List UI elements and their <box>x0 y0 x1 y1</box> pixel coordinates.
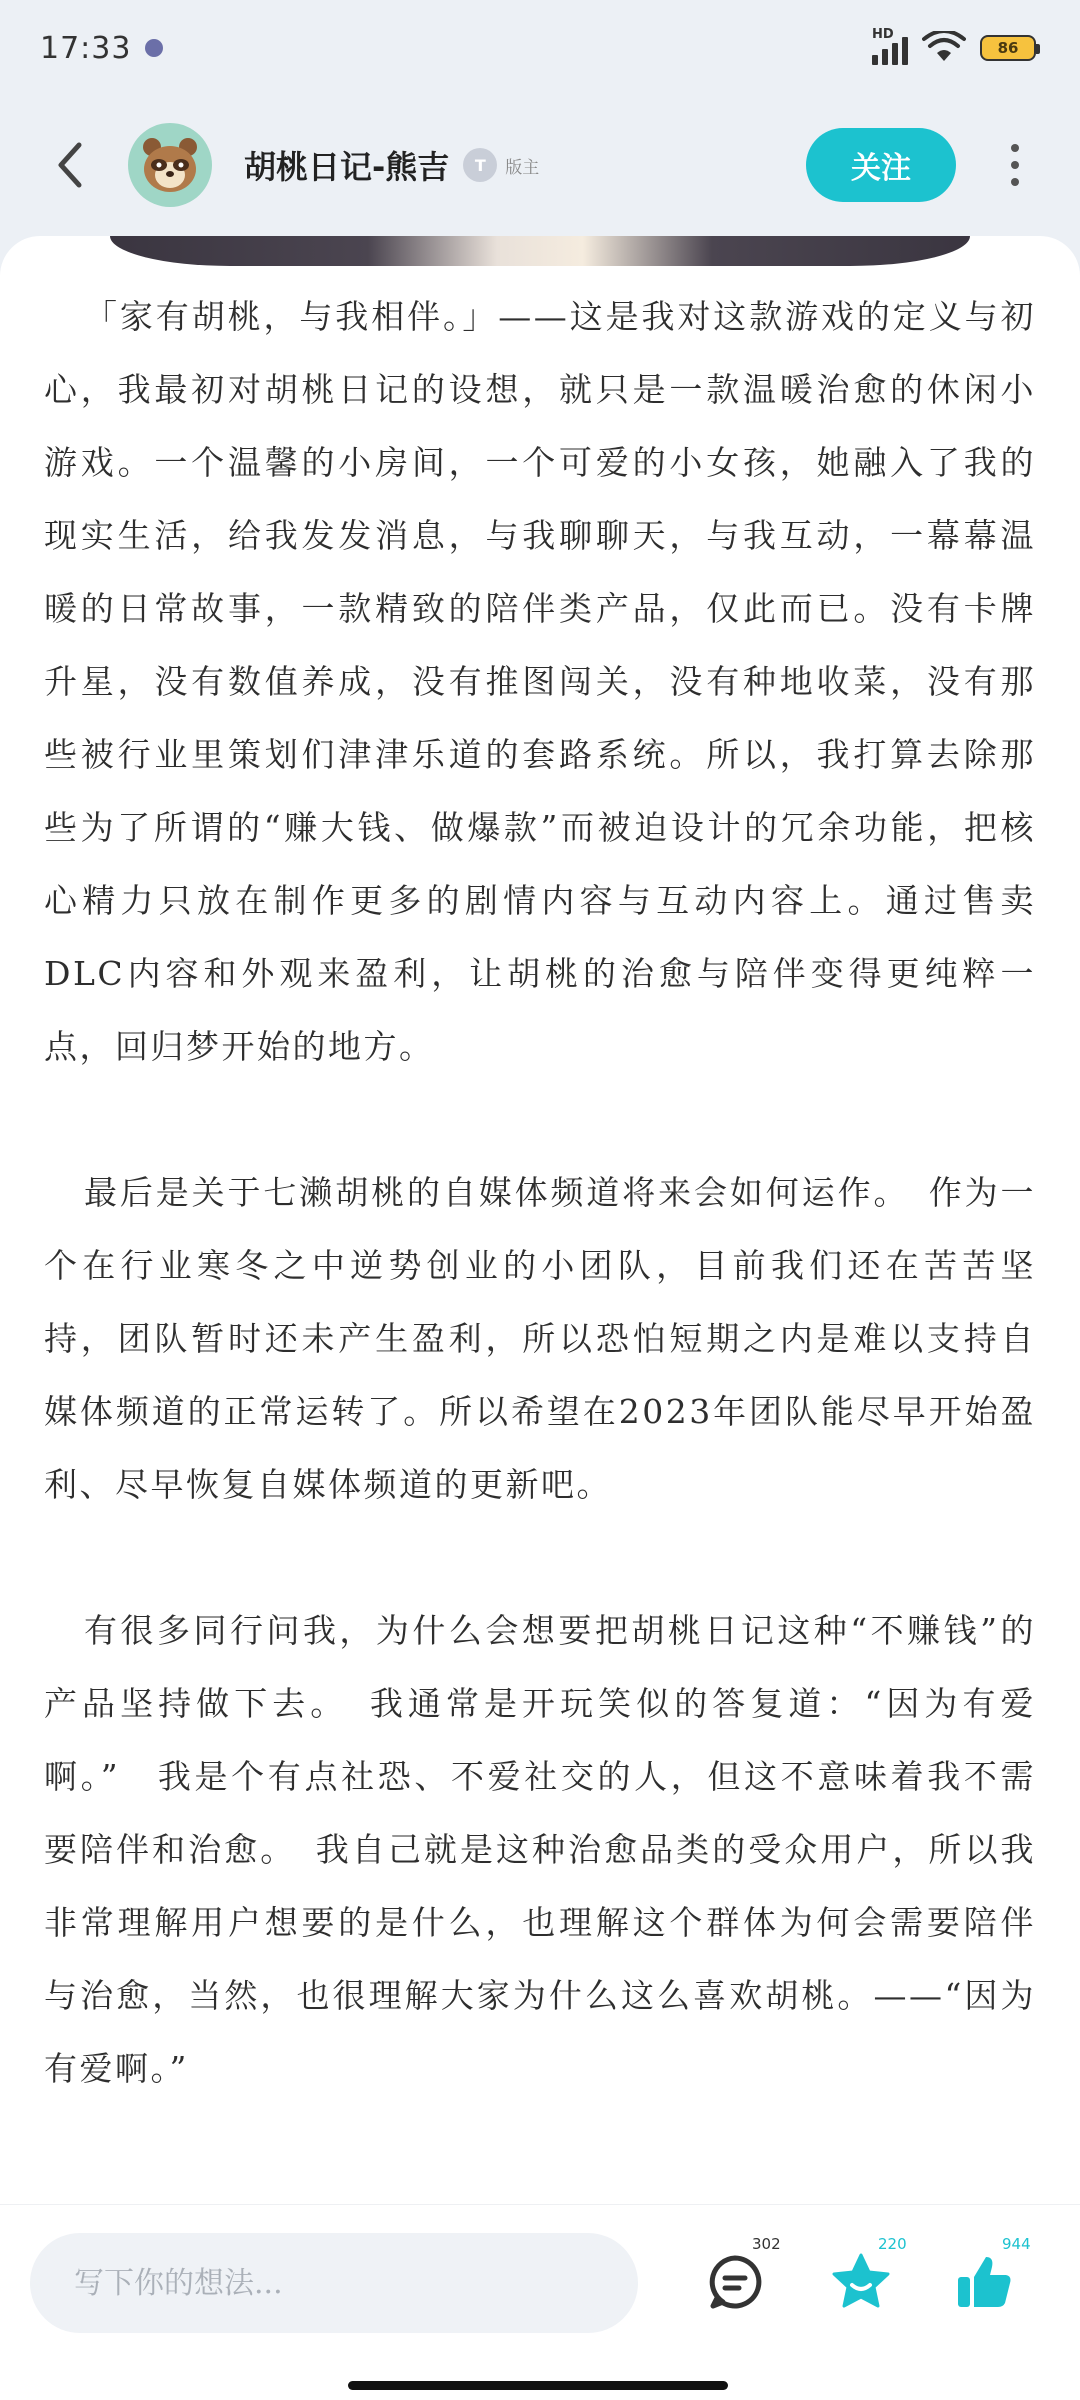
article-paragraph: 最后是关于七濑胡桃的自媒体频道将来会如何运作。 作为一个在行业寒冬之中逆势创业的小团队，目前我们还在苦苦坚持，团队暂时还未产生盈利，所以恐怕短期之内是难以支持自媒体频道的正常运转了。所以希望在2023年团队能尽早开始盈利、尽早恢复自媒体频道的更新吧。 <box>44 1173 1036 1504</box>
like-count: 944 <box>1002 2235 1031 2253</box>
article-body <box>44 280 1036 2105</box>
avatar-raccoon-icon <box>138 133 202 197</box>
post-content[interactable] <box>0 236 1080 2204</box>
role-label: 版主 <box>505 157 540 178</box>
thumbs-up-icon <box>954 2251 1016 2313</box>
signal-icon <box>872 27 908 65</box>
wifi-icon <box>922 31 966 65</box>
network-label: HD <box>872 27 894 42</box>
level-badge: T <box>463 148 497 182</box>
battery-icon <box>980 35 1036 61</box>
favorite-count: 220 <box>878 2235 907 2253</box>
comment-input[interactable] <box>30 2233 638 2333</box>
home-indicator[interactable] <box>348 2381 728 2390</box>
comment-button[interactable] <box>700 2235 781 2317</box>
favorite-button[interactable] <box>826 2235 907 2317</box>
post-header <box>0 110 1080 220</box>
status-left <box>40 31 163 66</box>
status-right <box>872 27 1036 65</box>
bottom-action-bar <box>0 2204 1080 2400</box>
article-paragraph: 「家有胡桃，与我相伴。」——这是我对这款游戏的定义与初心，我最初对胡桃日记的设想，就只是一款温暖治愈的休闲小游戏。一个温馨的小房间，一个可爱的小女孩，她融入了我的现实生活，给我发发消息，与我聊聊天，与我互动，一幕幕温暖的日常故事，一款精致的陪伴类产品，仅此而已。没有卡牌升星，没有数值养成，没有推图闯关，没有种地收菜，没有那些被行业里策划们津津乐道的套路系统。所以，我打算去除那些为了所谓的“赚大钱、做爆款”而被迫设计的冗余功能，把核心精力只放在制作更多的剧情内容与互动内容上。通过售卖DLC内容和外观来盈利，让胡桃的治愈与陪伴变得更纯粹一点，回归梦开始的地方。 <box>44 297 1036 1066</box>
notification-dot-icon <box>145 39 163 57</box>
status-bar <box>0 0 1080 96</box>
back-button[interactable] <box>40 135 100 195</box>
more-vertical-icon[interactable] <box>990 128 1040 202</box>
like-button[interactable] <box>950 2235 1031 2317</box>
status-time: 17:33 <box>40 30 132 66</box>
author-name[interactable]: 胡桃日记-熊吉 <box>244 148 450 186</box>
avatar[interactable] <box>128 123 212 207</box>
battery-level: 86 <box>997 39 1019 57</box>
article-paragraph: 有很多同行问我，为什么会想要把胡桃日记这种“不赚钱”的产品坚持做下去。 我通常是开玩笑似的答复道：“因为有爱啊。” 我是个有点社恐、不爱社交的人，但这不意味着我不需要陪伴和治愈。 我自己就是这种治愈品类的受众用户，所以我非常理解用户想要的是什么，也理解这个群体为何会需要陪伴与治愈，当然，也很理解大家为什么这么喜欢胡桃。——“因为有爱啊。” <box>44 1611 1036 2088</box>
comment-icon <box>705 2252 765 2312</box>
follow-button[interactable]: 关注 <box>806 128 956 202</box>
banner-image <box>110 236 970 266</box>
comment-count: 302 <box>752 2235 781 2253</box>
back-arrow-icon <box>53 141 87 189</box>
star-icon <box>830 2251 892 2313</box>
